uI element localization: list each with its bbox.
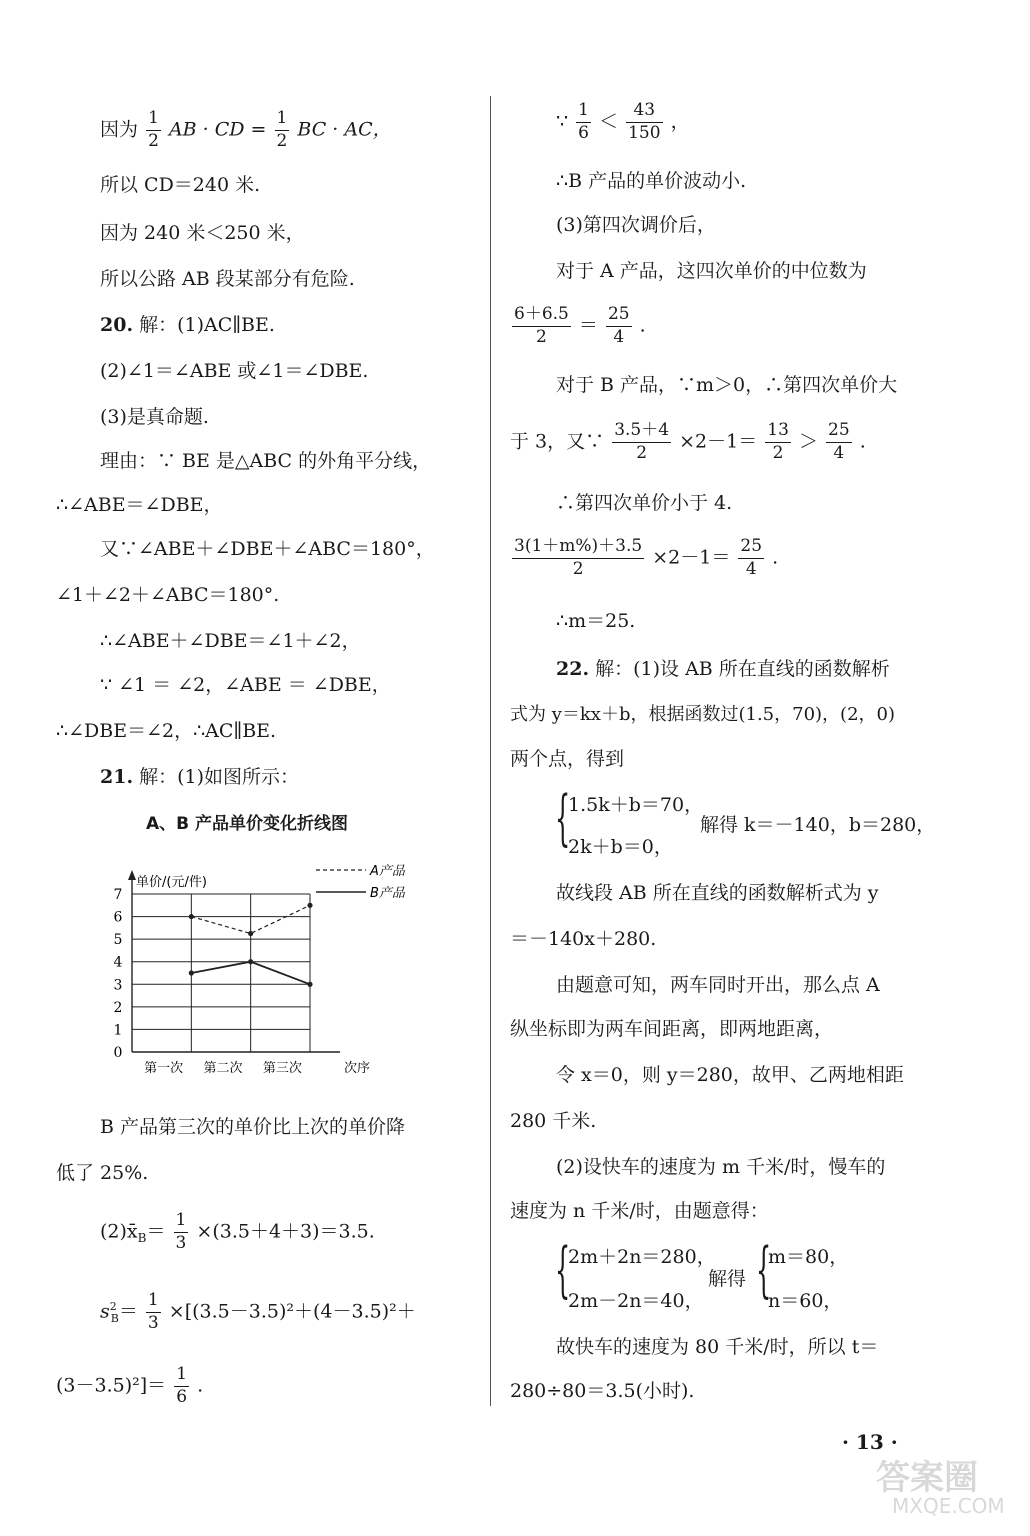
solution-word: 解得: [708, 1268, 747, 1290]
q20-step-5: ∵ ∠1 ＝ ∠2，∠ABE ＝ ∠DBE，: [100, 674, 391, 696]
right-line-4: 对于 A 产品，这四次单价的中位数为: [556, 260, 867, 282]
q20-answer-2: (2)∠1＝∠ABE 或∠1＝∠DBE.: [100, 360, 369, 382]
equation-4: 2m－2n＝40，: [568, 1290, 704, 1312]
left-brace: {: [555, 783, 571, 853]
fraction: $\frac{1}{3}$: [175, 1210, 187, 1253]
solution-n: n＝60，: [768, 1290, 843, 1312]
y-axis-label: 单价/(元/件): [136, 875, 207, 890]
y-tick-label: 2: [113, 999, 123, 1016]
q20-reason: 理由：∵ BE 是△ABC 的外角平分线，: [100, 450, 432, 472]
q20-step-1: ∴∠ABE＝∠DBE，: [56, 494, 223, 516]
fraction: $\frac{1}{6}$: [578, 100, 589, 143]
equation-3: 2m＋2n＝280，: [568, 1246, 716, 1268]
y-tick-label: 1: [113, 1022, 123, 1039]
x-tick-label: 第三次: [262, 1061, 302, 1076]
right-line-10: ∴m＝25.: [556, 610, 636, 632]
chart-title: A、B 产品单价变化折线图: [146, 814, 349, 834]
legend-label: B产品: [370, 886, 405, 901]
data-point: [248, 959, 253, 964]
q22-answer-10: (2)设快车的速度为 m 千米/时，慢车的: [556, 1156, 886, 1178]
y-tick-label: 4: [113, 954, 123, 971]
fraction: $\frac{6+6.5}{2}$: [514, 304, 569, 347]
q21-answer-2a: B 产品第三次的单价比上次的单价降: [100, 1116, 406, 1138]
question-number: 21.: [100, 766, 134, 788]
y-tick-label: 0: [113, 1045, 123, 1061]
fraction: $\frac{1}{3}$: [147, 1290, 159, 1333]
fraction: $\frac{3.5+4}{2}$: [614, 420, 670, 463]
median-A: $\frac{6+6.5}{2}$ ＝ $\frac{25}{4}$ .: [514, 304, 646, 347]
y-tick-label: 5: [113, 932, 123, 949]
right-line-2: ∴B 产品的单价波动小.: [556, 170, 747, 192]
q20-answer-3: (3)是真命题.: [100, 406, 209, 428]
equation-2: 2k＋b＝0，: [568, 836, 673, 858]
fraction: $\frac{1}{6}$: [176, 1364, 188, 1407]
q21-variance-1: $s^2_B=$ $\frac{1}{3}$ ×[(3.5－3.5)²＋(4－3.5)²＋: [100, 1290, 416, 1333]
fraction: $\frac{43}{150}$: [628, 100, 661, 143]
question-number: 22.: [556, 658, 590, 680]
fraction: $\frac{25}{4}$: [740, 536, 763, 579]
q21-variance-2: (3－3.5)²]＝ $\frac{1}{6}$ .: [56, 1364, 204, 1407]
q20-step-3: ∠1＋∠2＋∠ABC＝180°.: [56, 584, 280, 606]
y-tick-label: 7: [113, 887, 123, 903]
fraction: $\frac{25}{4}$: [607, 304, 630, 347]
q22-answer-5: ＝－140x＋280.: [510, 928, 657, 950]
left-line-4: 所以公路 AB 段某部分有危险.: [100, 268, 355, 290]
y-axis-arrow-icon: [128, 870, 136, 880]
x-axis-label: 次序: [344, 1061, 371, 1076]
page-number: · 13 ·: [842, 1430, 898, 1454]
fraction: $\frac{13}{2}$: [767, 420, 789, 463]
q20-step-4: ∴∠ABE＋∠DBE＝∠1＋∠2，: [100, 630, 361, 652]
fraction: $\frac{1}{2}$: [276, 108, 288, 151]
q20-step-2: 又∵∠ABE＋∠DBE＋∠ABC＝180°，: [100, 538, 435, 560]
right-line-7: 于 3，又∵ $\frac{3.5+4}{2}$ ×2－1＝ $\frac{13}{2}$ ＞ $\frac{25}{4}$ .: [510, 420, 866, 463]
left-line-2: 所以 CD＝240 米.: [100, 174, 261, 196]
q22-answer-2: 式为 y＝kx＋b，根据函数过(1.5，70)，(2，0): [510, 704, 895, 725]
column-divider: [490, 96, 491, 1406]
q22-answer-11: 速度为 n 千米/时，由题意得：: [510, 1200, 769, 1222]
q22-answer-1: 22. 解：(1)设 AB 所在直线的函数解析: [556, 658, 890, 680]
q22-answer-13: 280÷80＝3.5(小时).: [510, 1380, 695, 1402]
watermark-logo: 答案圈 MXQE.COM: [876, 1458, 1005, 1518]
left-brace: {: [555, 1235, 571, 1305]
x-tick-label: 第二次: [203, 1061, 243, 1076]
data-point: [307, 982, 312, 987]
data-point: [189, 970, 194, 975]
question-number: 20.: [100, 314, 134, 336]
y-tick-label: 3: [113, 977, 123, 994]
data-point: [189, 914, 194, 919]
left-brace: {: [756, 1235, 772, 1305]
right-line-8: ∴第四次单价小于 4.: [556, 492, 733, 514]
solution-m: m＝80，: [768, 1246, 849, 1268]
data-point: [307, 903, 312, 908]
q22-answer-7: 纵坐标即为两车间距离，即两地距离，: [510, 1018, 834, 1040]
data-point: [248, 931, 253, 936]
right-line-3: (3)第四次调价后，: [556, 214, 716, 236]
q20-answer-1: 20. 解：(1)AC∥BE.: [100, 314, 275, 336]
fraction: $\frac{1}{2}$: [148, 108, 159, 151]
right-line-6: 对于 B 产品，∵m＞0，∴第四次单价大: [556, 374, 898, 396]
q20-step-6: ∴∠DBE＝∠2，∴AC∥BE.: [56, 720, 277, 742]
right-line-1: ∵ $\frac{1}{6}$ ＜ $\frac{43}{150}$ ，: [556, 100, 690, 143]
left-line-1: 因为 $\frac{1}{2}$ AB · CD = $\frac{1}{2}$ BC · AC，: [100, 108, 392, 151]
y-tick-label: 6: [113, 909, 123, 926]
solution-1: 解得 k＝－140，b＝280，: [700, 814, 936, 836]
equation-1: 1.5k＋b＝70，: [568, 794, 704, 816]
left-line-3: 因为 240 米＜250 米，: [100, 222, 305, 244]
line-chart: [104, 858, 434, 1083]
right-line-9: $\frac{3(1+m\%)+3.5}{2}$ ×2－1＝ $\frac{25}{4}$ .: [514, 536, 779, 579]
fraction: $\frac{25}{4}$: [828, 420, 850, 463]
q22-answer-3: 两个点，得到: [510, 748, 625, 770]
q22-answer-4: 故线段 AB 所在直线的函数解析式为 y: [556, 882, 879, 904]
legend-label: A产品: [370, 864, 405, 879]
x-tick-label: 第一次: [144, 1061, 184, 1076]
q21-answer-2b: 低了 25%.: [56, 1162, 149, 1184]
q21-mean: $(2)x̄_B=$ $\frac{1}{3}$ ×(3.5＋4＋3)＝3.5.: [100, 1210, 375, 1253]
q22-answer-9: 280 千米.: [510, 1110, 597, 1132]
q21-answer-1: 21. 解：(1)如图所示：: [100, 766, 300, 788]
q22-answer-12: 故快车的速度为 80 千米/时，所以 t＝: [556, 1336, 879, 1358]
q22-answer-6: 由题意可知，两车同时开出，那么点 A: [556, 974, 880, 996]
q22-answer-8: 令 x＝0，则 y＝280，故甲、乙两地相距: [556, 1064, 904, 1086]
fraction: $\frac{3(1+m\%)+3.5}{2}$: [514, 536, 643, 579]
